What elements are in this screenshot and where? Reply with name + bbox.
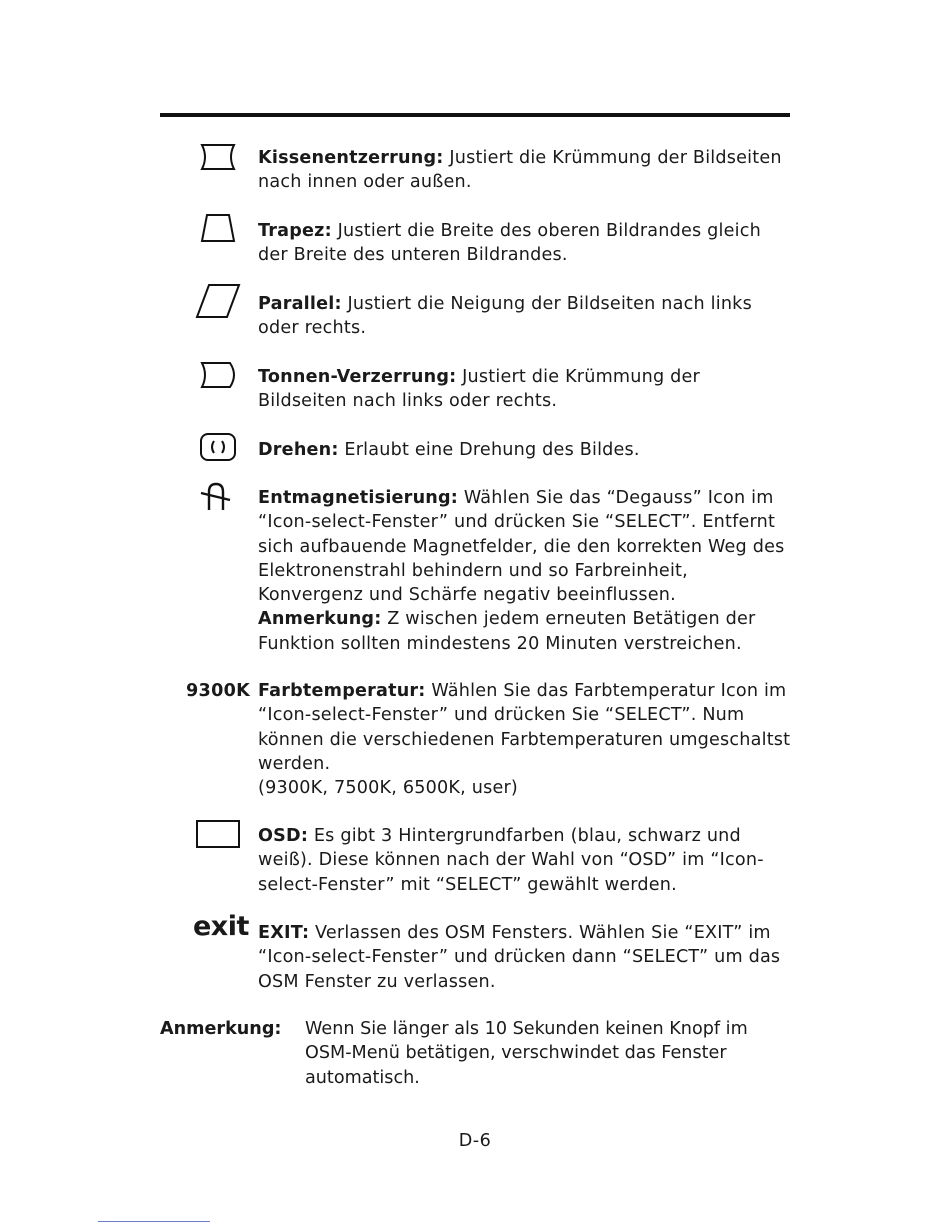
osd-box-icon	[195, 819, 241, 849]
entry-trapez	[258, 219, 793, 268]
page-number: D-6	[458, 1131, 492, 1151]
entry-text: Justiert die Krümmung der Bildseiten nach links oder rechts.	[258, 367, 700, 412]
entry-kissenentzerrung	[258, 146, 793, 195]
entry-tonnen-verzerrung	[258, 365, 793, 414]
entry-title: OSD:	[258, 826, 309, 846]
entry-farbtemperatur	[258, 679, 793, 800]
entry-text: Wählen Sie das “Degauss” Icon im “Icon-select-Fenster” und drücken Sie “SELECT”. Entfernt sich aufbauende Magnetfelder, die den korrekten Weg des Elektronenstrahl behindern und so Farbreinheit, Konvergenz und Schärfe negativ beeinflussen.	[258, 488, 785, 606]
entry-title: Farbtemperatur:	[258, 681, 426, 701]
entry-text: Verlassen des OSM Fensters. Wählen Sie “EXIT” im “Icon-select-Fenster” und drücken dann “SELECT” um das OSM Fenster zu verlassen.	[258, 923, 781, 992]
degauss-icon	[198, 478, 234, 514]
entry-text: Es gibt 3 Hintergrundfarben (blau, schwarz und weiß). Diese können nach der Wahl von “OSD” im “Icon-select-Fenster” mit “SELECT” gewählt werden.	[258, 826, 764, 895]
entry-note-text: Z wischen jedem erneuten Betätigen der Funktion sollten mindestens 20 Minuten verstreichen.	[258, 609, 756, 654]
entry-note-title: Anmerkung:	[258, 609, 382, 630]
pincushion-icon	[198, 142, 238, 172]
entry-osd	[258, 824, 793, 897]
entry-drehen	[258, 438, 793, 462]
entry-title: EXIT:	[258, 923, 310, 943]
entry-title: Parallel:	[258, 294, 342, 314]
exit-icon: exit	[193, 911, 249, 942]
barrel-distortion-icon	[198, 360, 238, 390]
entry-text: Justiert die Krümmung der Bildseiten nach innen oder außen.	[258, 148, 782, 193]
entry-parallel	[258, 292, 793, 341]
entry-text: Justiert die Breite des oberen Bildrandes gleich der Breite des unteren Bildrandes.	[258, 221, 761, 266]
entry-text: Erlaubt eine Drehung des Bildes.	[338, 440, 640, 460]
entry-title: Drehen:	[258, 440, 339, 460]
rotate-icon	[199, 432, 237, 462]
footer-divider	[98, 1221, 210, 1222]
note-text: Wenn Sie länger als 10 Sekunden keinen Knopf im OSM-Menü betätigen, verschwindet das Fenster automatisch.	[305, 1019, 748, 1088]
parallelogram-icon	[194, 282, 242, 320]
entry-title: Entmagnetisierung:	[258, 488, 459, 508]
color-temperature-label: 9300K	[186, 681, 251, 701]
top-rule	[160, 113, 790, 117]
entry-title: Tonnen-Verzerrung:	[258, 367, 457, 387]
entry-title: Trapez:	[258, 221, 332, 241]
note-label: Anmerkung:	[160, 1019, 282, 1039]
trapezoid-icon	[198, 212, 238, 244]
entry-text: Wählen Sie das Farbtemperatur Icon im “Icon-select-Fenster” und drücken Sie “SELECT”. Num können die verschiedenen Farbtemperaturen umgeschaltst werden.	[258, 681, 791, 774]
entry-exit	[258, 921, 793, 994]
entry-title: Kissenentzerrung:	[258, 148, 444, 168]
entry-entmagnetisierung	[258, 486, 793, 656]
entry-extra: (9300K, 7500K, 6500K, user)	[258, 778, 518, 799]
entry-text: Justiert die Neigung der Bildseiten nach links oder rechts.	[258, 294, 752, 339]
